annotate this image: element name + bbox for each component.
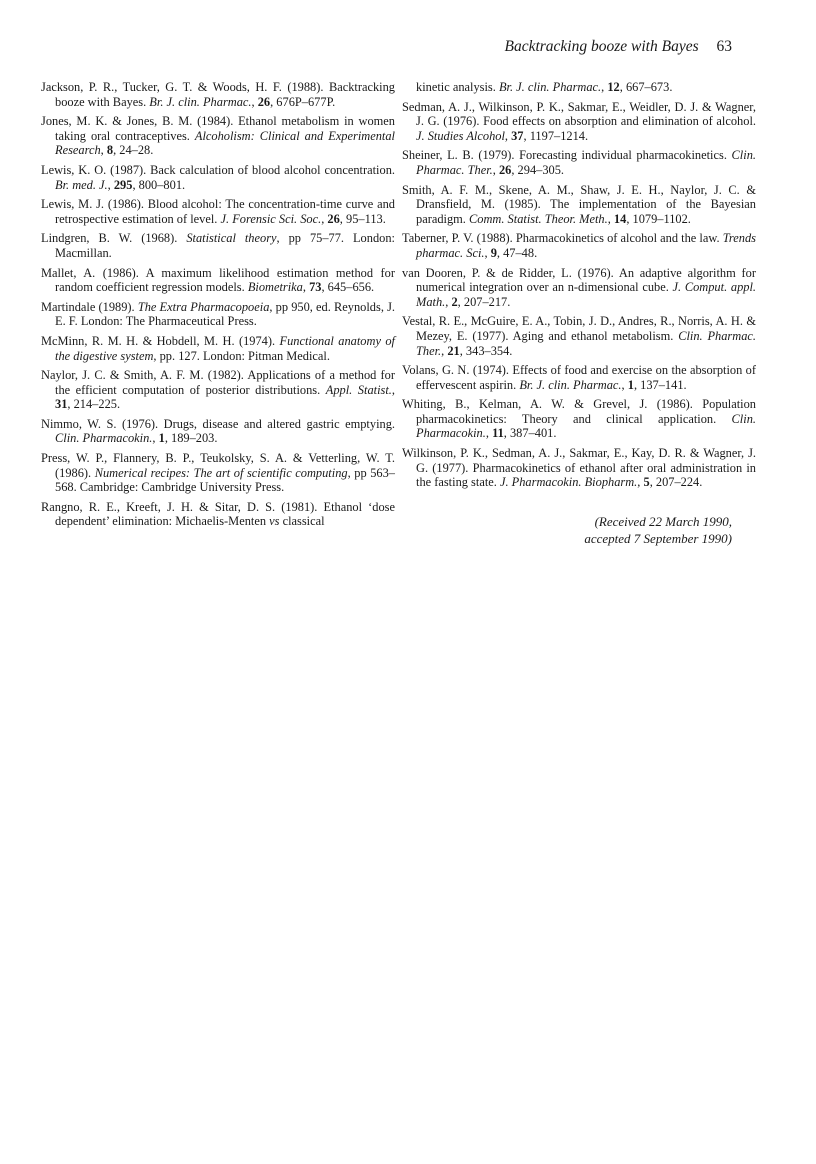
page-number: 63 <box>716 38 732 55</box>
reference-entry: Lewis, K. O. (1987). Back calculation of blood alcohol concentration. Br. med. J., 295, 800–801. <box>41 162 395 192</box>
reference-entry: Rangno, R. E., Kreeft, J. H. & Sitar, D. S. (1981). Ethanol ‘dose dependent’ elimination: Michaelis-Menten vs classical <box>41 499 395 529</box>
reference-entry: Martindale (1989). The Extra Pharmacopoeia, pp 950, ed. Reynolds, J. E. F. London: The Pharmaceutical Press. <box>41 299 395 329</box>
reference-entry: Vestal, R. E., McGuire, E. A., Tobin, J. D., Andres, R., Norris, A. H. & Mezey, E. (1977). Aging and ethanol metabolism. Clin. Pharmac. Ther., 21, 343–354. <box>402 314 756 358</box>
references-left-column <box>41 80 395 534</box>
reference-entry: Taberner, P. V. (1988). Pharmacokinetics of alcohol and the law. Trends pharmac. Sci., 9, 47–48. <box>402 231 756 260</box>
reference-entry: Sheiner, L. B. (1979). Forecasting individual pharmacokinetics. Clin. Pharmac. Ther., 26, 294–305. <box>402 148 756 177</box>
running-title: Backtracking booze with Bayes <box>504 38 699 55</box>
reference-entry: Jackson, P. R., Tucker, G. T. & Woods, H. F. (1988). Backtracking booze with Bayes. Br. J. clin. Pharmac., 26, 676P–677P. <box>41 80 395 109</box>
accepted-date: accepted 7 September 1990) <box>584 531 732 546</box>
reference-entry: Wilkinson, P. K., Sedman, A. J., Sakmar, E., Kay, D. R. & Wagner, J. G. (1977). Pharmacokinetics of ethanol after oral administration in the fasting state. J. Pharmacokin. Biopharm., 5, 207–224. <box>402 446 756 490</box>
reference-entry: Lindgren, B. W. (1968). Statistical theory, pp 75–77. London: Macmillan. <box>41 231 395 260</box>
reference-entry: Naylor, J. C. & Smith, A. F. M. (1982). Applications of a method for the efficient computation of posterior distributions. Appl. Statist., 31, 214–225. <box>41 368 395 412</box>
received-date: (Received 22 March 1990, <box>594 514 732 529</box>
reference-entry: Smith, A. F. M., Skene, A. M., Shaw, J. E. H., Naylor, J. C. & Dransfield, M. (1985). The implementation of the Bayesian paradigm. Comm. Statist. Theor. Meth., 14, 1079–1102. <box>402 182 756 226</box>
reference-entry: Nimmo, W. S. (1976). Drugs, disease and altered gastric emptying. Clin. Pharmacokin., 1, 189–203. <box>41 416 395 446</box>
reference-entry: Jones, M. K. & Jones, B. M. (1984). Ethanol metabolism in women taking oral contraceptives. Alcoholism: Clinical and Experimental Research, 8, 24–28. <box>41 114 395 158</box>
reference-entry: Mallet, A. (1986). A maximum likelihood estimation method for random coefficient regression models. Biometrika, 73, 645–656. <box>41 265 395 295</box>
reference-entry: kinetic analysis. Br. J. clin. Pharmac., 12, 667–673. <box>416 80 673 94</box>
reference-entry: Whiting, B., Kelman, A. W. & Grevel, J. (1986). Population pharmacokinetics: Theory and clinical application. Clin. Pharmacokin., 11, 387–401. <box>402 397 756 441</box>
running-header <box>504 38 732 56</box>
reference-entry: Lewis, M. J. (1986). Blood alcohol: The concentration-time curve and retrospective estimation of level. J. Forensic Sci. Soc., 26, 95–113. <box>41 197 395 226</box>
received-note <box>584 513 732 547</box>
references-right-column <box>402 80 756 495</box>
reference-entry: Press, W. P., Flannery, B. P., Teukolsky, S. A. & Vetterling, W. T. (1986). Numerical recipes: The art of scientific computing, pp 563–568. Cambridge: Cambridge University Press. <box>41 451 395 495</box>
reference-entry: McMinn, R. M. H. & Hobdell, M. H. (1974). Functional anatomy of the digestive system, pp. 127. London: Pitman Medical. <box>41 333 395 363</box>
reference-entry: Sedman, A. J., Wilkinson, P. K., Sakmar, E., Weidler, D. J. & Wagner, J. G. (1976). Food effects on absorption and elimination of alcohol. J. Studies Alcohol, 37, 1197–1214. <box>402 99 756 143</box>
reference-entry: Volans, G. N. (1974). Effects of food and exercise on the absorption of effervescent aspirin. Br. J. clin. Pharmac., 1, 137–141. <box>402 363 756 392</box>
reference-entry: van Dooren, P. & de Ridder, L. (1976). An adaptive algorithm for numerical integration over an n-dimensional cube. J. Comput. appl. Math., 2, 207–217. <box>402 265 756 309</box>
